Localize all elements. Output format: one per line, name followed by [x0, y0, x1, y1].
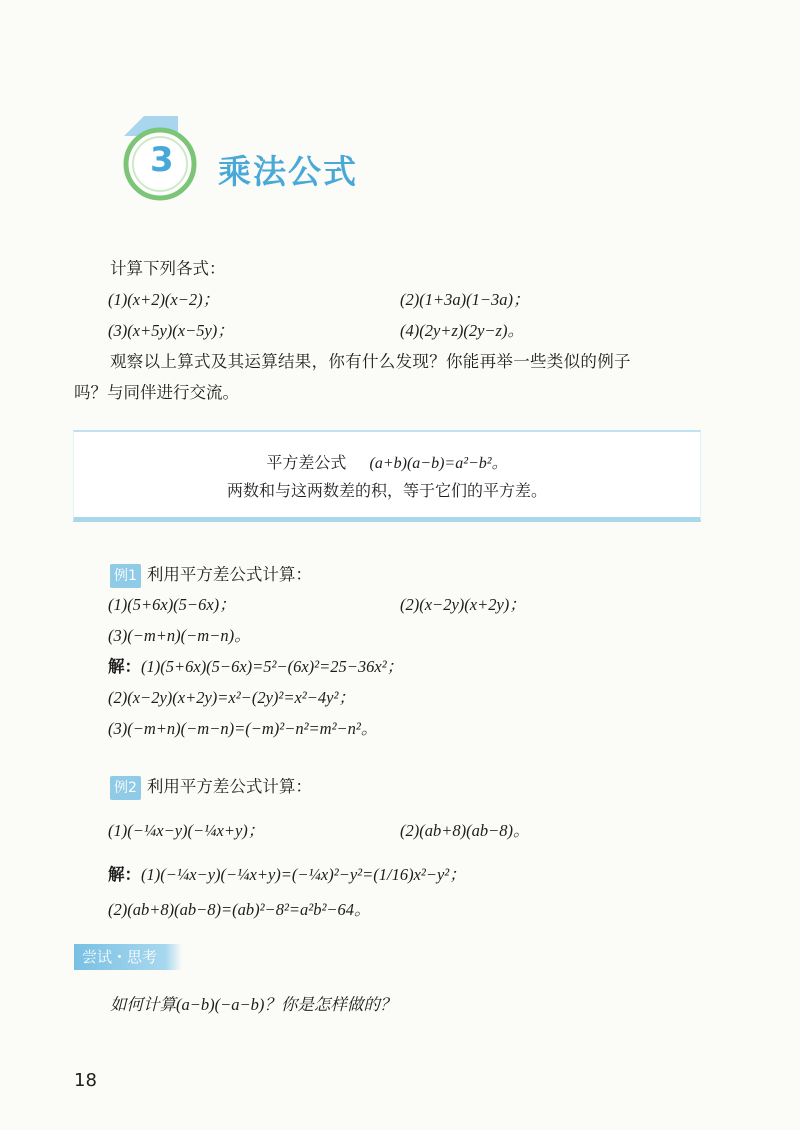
formula-expression: (a+b)(a−b)=a²−b²。 [369, 455, 508, 472]
example2-solution-2: (2)(ab+8)(ab−8)=(ab)²−8²=a²b²−64。 [108, 900, 371, 919]
example2-solution-label: 解： [108, 865, 141, 884]
intro-observe-line-2: 吗？与同伴进行交流。 [74, 383, 239, 402]
intro-prompt: 计算下列各式： [110, 259, 226, 278]
example2-item-1: (1)(−¼x−y)(−¼x+y)； [108, 821, 265, 840]
try-think-question: 如何计算(a−b)(−a−b)？你是怎样做的？ [110, 995, 397, 1014]
page-number: 18 [74, 1070, 97, 1091]
intro-item-4: (4)(2y+z)(2y−z)。 [400, 321, 524, 340]
example2-item-2: (2)(ab+8)(ab−8)。 [400, 821, 530, 840]
example1-solution-label: 解： [108, 657, 141, 676]
example1-solution-2: (2)(x−2y)(x+2y)=x²−(2y)²=x²−4y²； [108, 688, 355, 707]
try-think-tag: 尝试・思考 [74, 944, 182, 970]
example2-prompt: 利用平方差公式计算： [146, 777, 312, 796]
example2-solution-1: 解：(1)(−¼x−y)(−¼x+y)=(−¼x)²−y²=(1/16)x²−y²； [108, 865, 466, 884]
formula-box [73, 430, 701, 522]
intro-item-1: (1)(x+2)(x−2)； [108, 290, 220, 309]
section-title: 乘法公式 [218, 152, 358, 191]
example1-solution-1: 解：(1)(5+6x)(5−6x)=5²−(6x)²=25−36x²； [108, 657, 404, 676]
formula-description: 两数和与这两数差的积，等于它们的平方差。 [226, 481, 547, 500]
intro-observe-line-1: 观察以上算式及其运算结果，你有什么发现？你能再举一些类似的例子 [110, 352, 631, 371]
example1-solution-3: (3)(−m+n)(−m−n)=(−m)²−n²=m²−n²。 [108, 719, 378, 738]
example1-header [110, 564, 312, 588]
example2-header [110, 776, 312, 800]
example1-item-2: (2)(x−2y)(x+2y)； [400, 595, 526, 614]
intro-item-2: (2)(1+3a)(1−3a)； [400, 290, 530, 309]
example1-item-1: (1)(5+6x)(5−6x)； [108, 595, 236, 614]
example1-tag: 例1 [110, 564, 141, 588]
section-number: 3 [150, 140, 174, 180]
formula-line [74, 450, 700, 473]
example2-tag: 例2 [110, 776, 141, 800]
example1-prompt: 利用平方差公式计算： [146, 565, 312, 584]
intro-item-3: (3)(x+5y)(x−5y)； [108, 321, 234, 340]
formula-label: 平方差公式 [266, 453, 347, 472]
example1-item-3: (3)(−m+n)(−m−n)。 [108, 626, 251, 645]
